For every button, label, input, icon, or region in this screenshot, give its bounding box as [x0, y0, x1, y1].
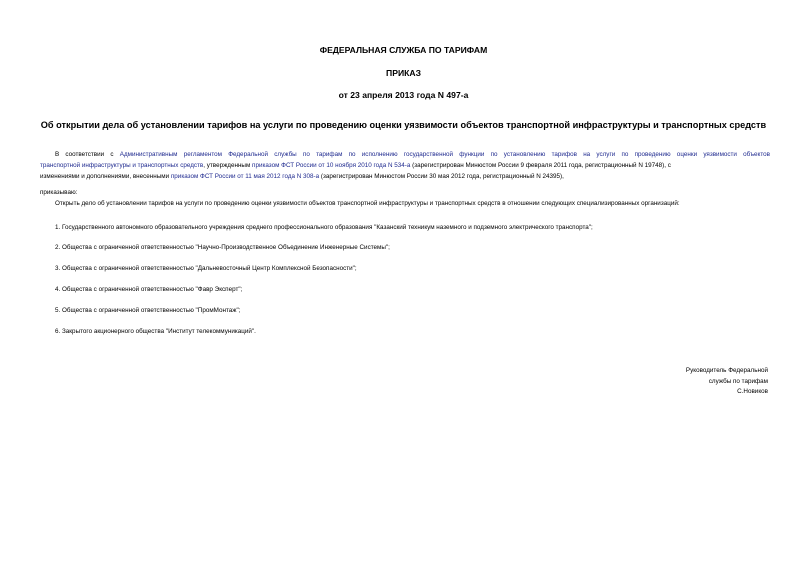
list-item: 5. Общества с ограниченной ответственностью "ПромМонтаж"; [55, 307, 241, 314]
document-title: Об открытии дела об установлении тарифов на услуги по проведению оценки уязвимости объектов транспортной инфраструктуры и транспортных средств [40, 120, 767, 130]
signatory-title: Руководитель Федеральной [685, 367, 768, 374]
preamble-paragraph [40, 149, 770, 182]
preamble-text: В соответствии с [55, 151, 120, 158]
order-308a-link[interactable]: приказом ФСТ России от 11 мая 2012 года N 308-а [170, 173, 320, 180]
signatory-title-continued: службы по тарифам [708, 377, 768, 385]
preamble-text: (зарегистрирован Минюстом России 30 мая 2012 года, регистрационный N 24395), [319, 173, 564, 180]
list-item: 3. Общества с ограниченной ответственностью "Дальневосточный Центр Комплексной Безопасности"; [55, 265, 357, 272]
agency-heading: ФЕДЕРАЛЬНАЯ СЛУЖБА ПО ТАРИФАМ [319, 45, 488, 55]
preamble-text: , утвержденным [203, 162, 253, 169]
order-534a-link[interactable]: приказом ФСТ России от 10 ноября 2010 года N 534-а [252, 162, 411, 169]
document-type-heading: ПРИКАЗ [386, 68, 421, 78]
list-item: 6. Закрытого акционерного общества "Институт телекоммуникаций". [55, 328, 256, 335]
list-item: 2. Общества с ограниченной ответственностью "Научно-Производственное Объединение Инженерные Системы"; [55, 244, 390, 251]
document-date: от 23 апреля 2013 года N 497-а [338, 90, 469, 100]
intro-paragraph: Открыть дело об установлении тарифов на услуги по проведению оценки уязвимости объектов транспортной инфраструктуры и транспортных средств в отношении следующих специализированных организаций: [55, 200, 680, 207]
orders-label: приказываю: [40, 189, 78, 196]
signature-block [686, 366, 768, 398]
regulation-link[interactable]: Административным регламентом Федеральной службы по тарифам по исполнению государственной функции по установлению тарифов на услуги по проведению оценки уязвимости объектов [119, 151, 770, 158]
regulation-link-continued[interactable]: транспортной инфраструктуры и транспортных средств [40, 162, 204, 169]
preamble-text: (зарегистрирован Минюстом России 9 февраля 2011 года, регистрационный N 19748), с [410, 162, 671, 169]
list-item: 4. Общества с ограниченной ответственностью "Фавр Эксперт"; [55, 286, 243, 293]
signatory-name: С.Новиков [737, 388, 768, 395]
preamble-text: изменениями и дополнениями, внесенными [40, 173, 171, 180]
list-item: 1. Государственного автономного образовательного учреждения среднего профессионального образования "Казанский техникум наземного и подземного электрического транспорта"; [55, 224, 593, 231]
